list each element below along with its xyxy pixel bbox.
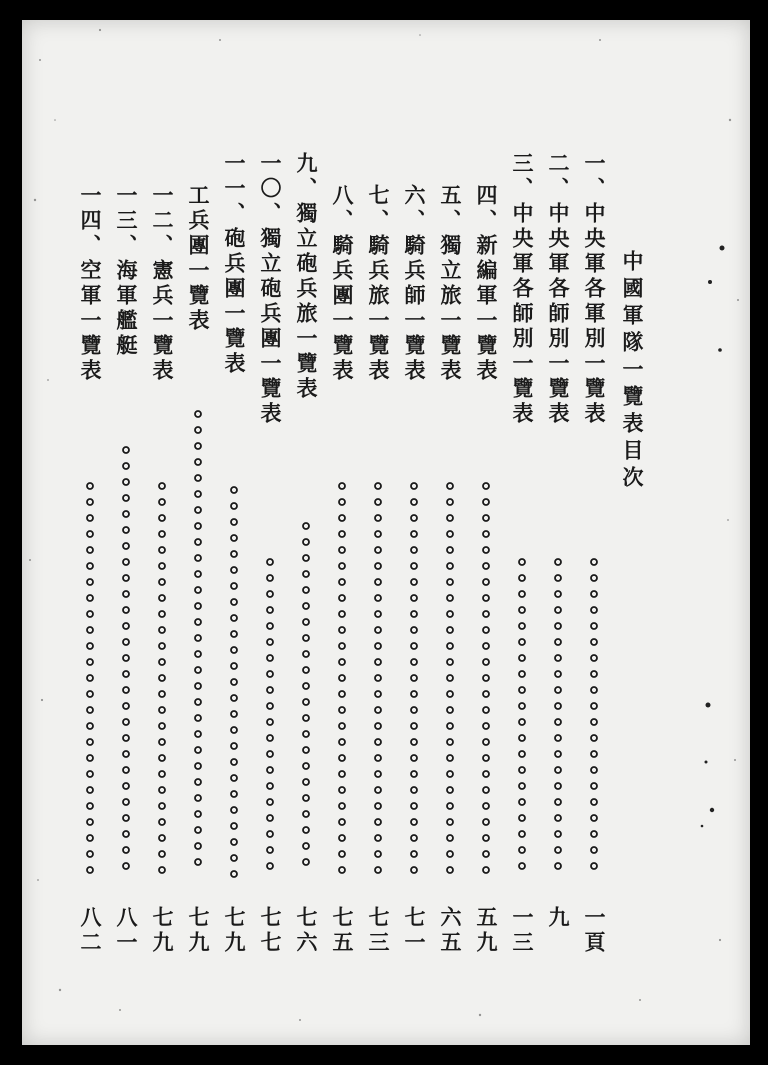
toc-entry-label: 八、騎兵團一覽表 <box>330 184 355 384</box>
toc-entry-page-number: 一三 <box>510 906 535 956</box>
toc-entry[interactable] <box>434 0 466 1065</box>
leader-dots <box>117 442 135 884</box>
toc-entry-label: 九、獨立砲兵旅一覽表 <box>294 152 319 402</box>
toc-entry-page-number: 七九 <box>186 906 211 956</box>
toc-entry-page-number: 七七 <box>258 906 283 956</box>
toc-entry-page-number: 五九 <box>474 906 499 956</box>
toc-entry[interactable] <box>542 0 574 1065</box>
leader-dots <box>441 478 459 884</box>
toc-entry-page-number: 七三 <box>366 906 391 956</box>
toc-entry-label: 一三、海軍艦艇 <box>114 184 139 359</box>
toc-entry[interactable] <box>326 0 358 1065</box>
toc-entry-label: 工兵團一覽表 <box>186 184 211 334</box>
toc-entry-label: 一〇、獨立砲兵團一覽表 <box>258 152 283 427</box>
leader-dots <box>297 518 315 884</box>
leader-dots <box>81 478 99 884</box>
toc-entry-page-number: 九 <box>546 906 571 931</box>
toc-entry-label: 一一、砲兵團一覽表 <box>222 152 247 377</box>
toc-entry-label: 七、騎兵旅一覽表 <box>366 184 391 384</box>
toc-entry-page-number: 七九 <box>222 906 247 956</box>
toc-entry-label: 三、中央軍各師別一覽表 <box>510 152 535 427</box>
toc-entry-page-number: 七一 <box>402 906 427 956</box>
toc-entry-label: 五、獨立旅一覽表 <box>438 184 463 384</box>
toc-entry[interactable] <box>362 0 394 1065</box>
leader-dots <box>261 554 279 884</box>
leader-dots <box>225 482 243 884</box>
toc-entry[interactable] <box>146 0 178 1065</box>
toc-entry[interactable] <box>182 0 214 1065</box>
leader-dots <box>189 406 207 884</box>
leader-dots <box>477 478 495 884</box>
toc-entry-page-number: 八一 <box>114 906 139 956</box>
leader-dots <box>153 478 171 884</box>
toc-entry[interactable] <box>254 0 286 1065</box>
toc-entry-label: 四、新編軍一覽表 <box>474 184 499 384</box>
toc-entry-page-number: 六五 <box>438 906 463 956</box>
toc-entry-label: 二、中央軍各師別一覽表 <box>546 152 571 427</box>
leader-dots <box>333 478 351 884</box>
leader-dots <box>369 478 387 884</box>
toc-entry[interactable] <box>578 0 610 1065</box>
document-title: 中國軍隊一覽表目次 <box>620 250 645 493</box>
toc-entry[interactable] <box>470 0 502 1065</box>
toc-entry[interactable] <box>218 0 250 1065</box>
toc-entry-label: 一四、空軍一覽表 <box>78 184 103 384</box>
toc-entry-page-number: 七九 <box>150 906 175 956</box>
toc-entry[interactable] <box>506 0 538 1065</box>
toc-entry-page-number: 八二 <box>78 906 103 956</box>
toc-entry[interactable] <box>398 0 430 1065</box>
leader-dots <box>549 554 567 884</box>
toc-entry[interactable] <box>290 0 322 1065</box>
toc-entry[interactable] <box>74 0 106 1065</box>
toc-entry-page-number: 一頁 <box>582 906 607 956</box>
toc-entry-label: 一、中央軍各軍別一覽表 <box>582 152 607 427</box>
toc-entry-label: 一二、憲兵一覽表 <box>150 184 175 384</box>
leader-dots <box>405 478 423 884</box>
toc-entry-page-number: 七六 <box>294 906 319 956</box>
leader-dots <box>513 554 531 884</box>
leader-dots <box>585 554 603 884</box>
toc-entry[interactable] <box>110 0 142 1065</box>
toc-entry-label: 六、騎兵師一覽表 <box>402 184 427 384</box>
toc-entry-page-number: 七五 <box>330 906 355 956</box>
